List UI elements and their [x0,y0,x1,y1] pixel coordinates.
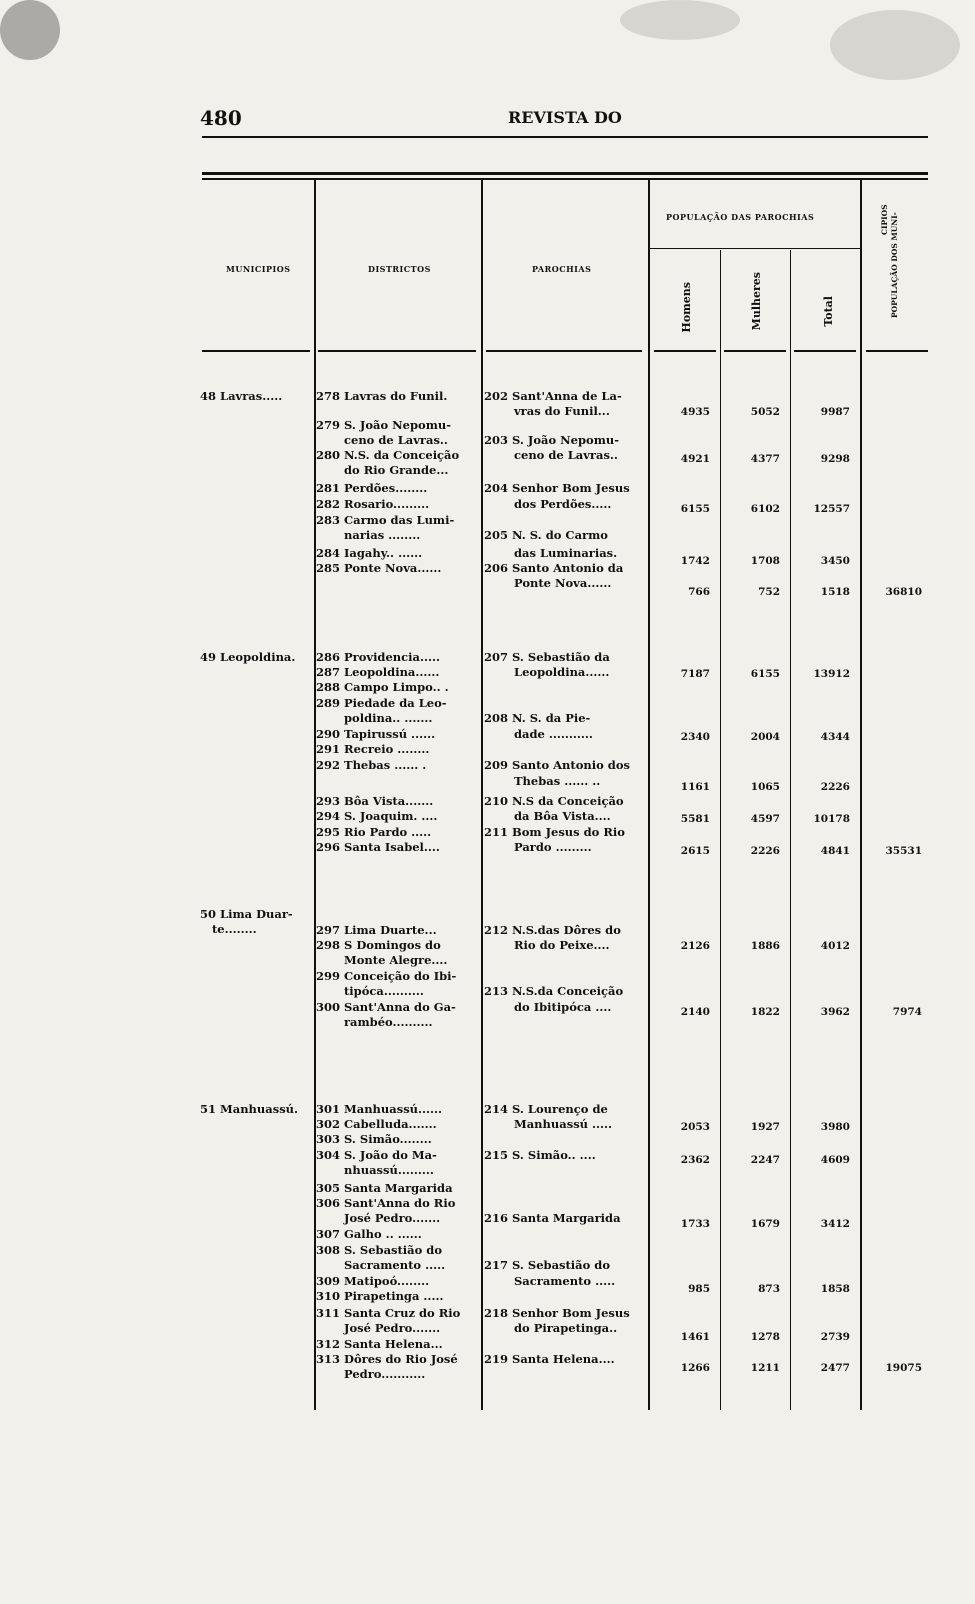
districto-line: 288 Campo Limpo.. . [316,680,449,694]
homens-value: 6155 [680,503,710,515]
districto-line: 313 Dôres do Rio José [316,1352,458,1366]
mulheres-value: 1211 [750,1362,780,1374]
parochia-line: Leopoldina...... [514,665,610,679]
districto-line: narias ........ [344,528,421,542]
parochia-line: 205 N. S. do Carmo [484,528,608,542]
total-value: 9987 [820,406,850,418]
districto-line: 278 Lavras do Funil. [316,389,448,403]
homens-value: 7187 [680,668,710,680]
homens-value: 1461 [680,1331,710,1343]
districto-line: 302 Cabelluda....... [316,1117,437,1131]
parochia-line: 209 Santo Antonio dos [484,758,630,772]
header-populacao-municipios-l2: CIPIOS [880,204,889,236]
districto-line: 287 Leopoldina...... [316,665,440,679]
header-underline [318,350,476,352]
total-value: 13912 [813,668,850,680]
municipio-total-value: 19075 [885,1362,922,1374]
districto-line: 304 S. João do Ma- [316,1148,437,1162]
header-populacao-parochias: POPULAÇÃO DAS PAROCHIAS [666,212,815,222]
total-value: 9298 [820,453,850,465]
municipio-manhuassu: 51 Manhuassú. [200,1102,299,1116]
parochia-line: Pardo ......... [514,840,592,854]
mulheres-value: 752 [758,586,780,598]
parochia-line: 218 Senhor Bom Jesus [484,1306,630,1320]
mulheres-value: 1065 [750,781,780,793]
homens-value: 2340 [680,731,710,743]
parochia-line: Sacramento ..... [514,1274,616,1288]
homens-value: 2362 [680,1154,710,1166]
mulheres-value: 6155 [750,668,780,680]
total-value: 3412 [820,1218,850,1230]
parochia-line: 207 S. Sebastião da [484,650,610,664]
homens-value: 2615 [680,845,710,857]
districto-line: 292 Thebas ...... . [316,758,427,772]
mulheres-value: 1927 [750,1121,780,1133]
districto-line: 293 Bôa Vista....... [316,794,434,808]
header-underline [202,350,310,352]
homens-value: 985 [688,1283,710,1295]
homens-value: 766 [688,586,710,598]
mulheres-value: 1822 [750,1006,780,1018]
parochia-line: 204 Senhor Bom Jesus [484,481,630,495]
districto-line: 282 Rosario......... [316,497,430,511]
districto-line: nhuassú......... [344,1163,434,1177]
municipio-lavras: 48 Lavras..... [200,389,283,403]
parochia-line: das Luminarias. [514,546,618,560]
col-sep [481,180,483,1410]
mulheres-value: 1886 [750,940,780,952]
districto-line: 296 Santa Isabel.... [316,840,440,854]
total-value: 4344 [820,731,850,743]
districto-line: 306 Sant'Anna do Rio [316,1196,456,1210]
districto-line: 311 Santa Cruz do Rio [316,1306,461,1320]
parochia-line: vras do Funil... [514,404,610,418]
districto-line: ceno de Lavras.. [344,433,448,447]
total-value: 2739 [820,1331,850,1343]
parochia-line: 217 S. Sebastião do [484,1258,611,1272]
parochia-line: 216 Santa Margarida [484,1211,621,1225]
districto-line: 297 Lima Duarte... [316,923,437,937]
parochia-line: dos Perdões..... [514,497,612,511]
header-municipios: MUNICIPIOS [226,264,291,274]
homens-value: 4935 [680,406,710,418]
parochia-line: Thebas ...... .. [514,774,601,788]
districto-line: tipóca.......... [344,984,424,998]
districto-line: 291 Recreio ........ [316,742,430,756]
total-value: 4841 [820,845,850,857]
districto-line: 295 Rio Pardo ..... [316,825,432,839]
districto-line: Monte Alegre.... [344,953,448,967]
mulheres-value: 1679 [750,1218,780,1230]
parochia-line: do Ibitipóca .... [514,1000,612,1014]
parochia-line: 213 N.S.da Conceição [484,984,624,998]
total-value: 4609 [820,1154,850,1166]
districto-line: 298 S Domingos do [316,938,441,952]
districto-line: 308 S. Sebastião do [316,1243,443,1257]
districto-line: 283 Carmo das Lumi- [316,513,455,527]
parochia-line: ceno de Lavras.. [514,448,618,462]
parochia-line: da Bôa Vista.... [514,809,611,823]
total-value: 3450 [820,555,850,567]
parochia-line: 206 Santo Antonio da [484,561,624,575]
mulheres-value: 873 [758,1283,780,1295]
districto-line: 299 Conceição do Ibi- [316,969,457,983]
districto-line: poldina.. ....... [344,711,433,725]
mulheres-value: 1708 [750,555,780,567]
municipio-lima-duarte-cont: te........ [212,922,257,936]
parochia-line: 215 S. Simão.. .... [484,1148,596,1162]
municipio-total-value: 35531 [885,845,922,857]
districto-line: 286 Providencia..... [316,650,440,664]
total-value: 3980 [820,1121,850,1133]
districto-line: 312 Santa Helena... [316,1337,443,1351]
header-districtos: DISTRICTOS [368,264,431,274]
districto-line: do Rio Grande... [344,463,449,477]
header-homens: Homens [680,282,693,333]
districto-line: 289 Piedade da Leo- [316,696,447,710]
running-title: REVISTA DO [508,108,622,127]
scan-smudge [0,0,60,60]
municipio-leopoldina: 49 Leopoldina. [200,650,296,664]
districto-line: rambéo.......... [344,1015,433,1029]
parochia-line: 214 S. Lourenço de [484,1102,608,1116]
homens-value: 2126 [680,940,710,952]
homens-value: 1733 [680,1218,710,1230]
parochia-line: do Pirapetinga.. [514,1321,618,1335]
parochia-line: 211 Bom Jesus do Rio [484,825,625,839]
districto-line: 307 Galho .. ...... [316,1227,422,1241]
mulheres-value: 2226 [750,845,780,857]
total-value: 10178 [813,813,850,825]
header-populacao-municipios-l1: POPULAÇÃO DOS MUNI- [890,212,899,318]
districto-line: 305 Santa Margarida [316,1181,453,1195]
mulheres-value: 4597 [750,813,780,825]
homens-value: 4921 [680,453,710,465]
municipio-total-value: 36810 [885,586,922,598]
districto-line: Pedro........... [344,1367,426,1381]
header-mulheres: Mulheres [750,272,763,331]
municipio-lima-duarte: 50 Lima Duar- [200,907,293,921]
mulheres-value: 4377 [750,453,780,465]
parochia-line: Rio do Peixe.... [514,938,610,952]
homens-value: 1742 [680,555,710,567]
total-value: 2477 [820,1362,850,1374]
districto-line: Sacramento ..... [344,1258,446,1272]
parochia-line: Manhuassú ..... [514,1117,613,1131]
parochia-line: dade ........... [514,727,593,741]
districto-line: 303 S. Simão........ [316,1132,432,1146]
homens-value: 2053 [680,1121,710,1133]
homens-value: 2140 [680,1006,710,1018]
header-total: Total [822,296,835,327]
mulheres-value: 6102 [750,503,780,515]
districto-line: 290 Tapirussú ...... [316,727,436,741]
parochia-line: 208 N. S. da Pie- [484,711,591,725]
mulheres-value: 2004 [750,731,780,743]
parochia-line: 210 N.S da Conceição [484,794,624,808]
parochia-line: 203 S. João Nepomu- [484,433,619,447]
homens-value: 5581 [680,813,710,825]
total-value: 1518 [820,586,850,598]
total-value: 3962 [820,1006,850,1018]
districto-line: 294 S. Joaquim. .... [316,809,438,823]
total-value: 2226 [820,781,850,793]
districto-line: 309 Matipoó........ [316,1274,430,1288]
population-rows [650,0,940,1604]
districto-line: José Pedro....... [344,1211,441,1225]
header-parochias: PAROCHIAS [532,264,592,274]
parochia-line: Ponte Nova...... [514,576,612,590]
header-underline [486,350,642,352]
mulheres-value: 1278 [750,1331,780,1343]
districto-line: José Pedro....... [344,1321,441,1335]
mulheres-value: 2247 [750,1154,780,1166]
homens-value: 1266 [680,1362,710,1374]
districto-line: 279 S. João Nepomu- [316,418,451,432]
municipio-total-value: 7974 [892,1006,922,1018]
districto-line: 285 Ponte Nova...... [316,561,442,575]
total-value: 12557 [813,503,850,515]
mulheres-value: 5052 [750,406,780,418]
parochia-line: 212 N.S.das Dôres do [484,923,621,937]
parochia-line: 202 Sant'Anna de La- [484,389,622,403]
homens-value: 1161 [680,781,710,793]
parochia-line: 219 Santa Helena.... [484,1352,615,1366]
page-number: 480 [200,106,242,130]
total-value: 4012 [820,940,850,952]
districto-line: 280 N.S. da Conceição [316,448,460,462]
districto-line: 281 Perdões........ [316,481,428,495]
districto-line: 284 Iagahy.. ...... [316,546,423,560]
total-value: 1858 [820,1283,850,1295]
districto-line: 310 Pirapetinga ..... [316,1289,444,1303]
districto-line: 300 Sant'Anna do Ga- [316,1000,456,1014]
districto-line: 301 Manhuassú...... [316,1102,443,1116]
